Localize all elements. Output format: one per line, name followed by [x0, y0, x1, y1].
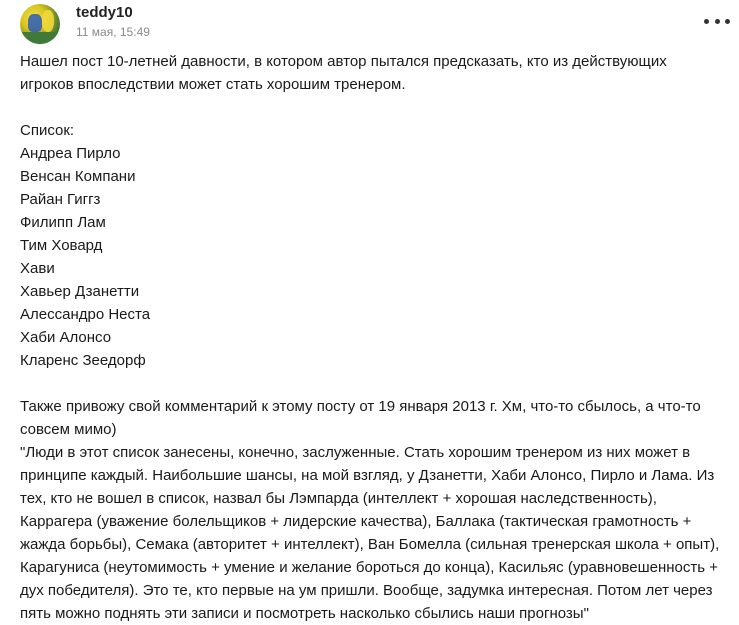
list-item: Венсан Компани [20, 168, 136, 185]
post-date: 11 мая, 15:49 [76, 25, 150, 39]
list-item: Хавьер Дзанетти [20, 283, 140, 300]
more-horizontal-icon[interactable] [704, 14, 730, 28]
list-item: Андреа Пирло [20, 145, 121, 162]
list-item: Хаби Алонсо [20, 329, 112, 346]
comment-intro: Также привожу свой комментарий к этому посту от 19 января 2013 г. Хм, что-то сбылось, а что-то совсем мимо) [20, 398, 701, 438]
quote-text: "Люди в этот список занесены, конечно, заслуженные. Стать хорошим тренером из них может в принципе каждый. Наибольшие шансы, на мой взгляд, у Дзанетти, Хаби Алонсо, Пирло и Лама. Из тех, кто не вошел в список, назвал бы Лэмпарда (интеллект + хорошая наследственность), Каррагера (уважение болельщиков + лидерские качества), Баллака (тактическая грамотность + жажда борьбы), Семака (авторитет + интеллект), Ван Бомелла (сильная тренерская школа + опыт), Карагуниса (неутомимость + умение и желание бороться до конца), Касильяс (уравновешенность + дух победителя). Это те, кто первые на ум пришли. Вообще, задумка интересная. Потом лет через пять можно поднять эти записи и посмотреть насколько сбылись наши прогнозы" [20, 444, 720, 622]
list-item: Кларенс Зеедорф [20, 352, 146, 369]
author-name[interactable]: teddy10 [76, 4, 133, 21]
list-item: Хави [20, 260, 55, 277]
list-item: Райан Гиггз [20, 191, 101, 208]
avatar[interactable] [20, 4, 60, 44]
post-intro: Нашел пост 10-летней давности, в котором автор пытался предсказать, кто из действующих игроков впоследствии может стать хорошим тренером. [20, 53, 667, 93]
list-item: Филипп Лам [20, 214, 106, 231]
post-body [20, 50, 720, 625]
list-item: Алессандро Неста [20, 306, 151, 323]
list-title: Список: [20, 122, 75, 139]
list-item: Тим Ховард [20, 237, 103, 254]
